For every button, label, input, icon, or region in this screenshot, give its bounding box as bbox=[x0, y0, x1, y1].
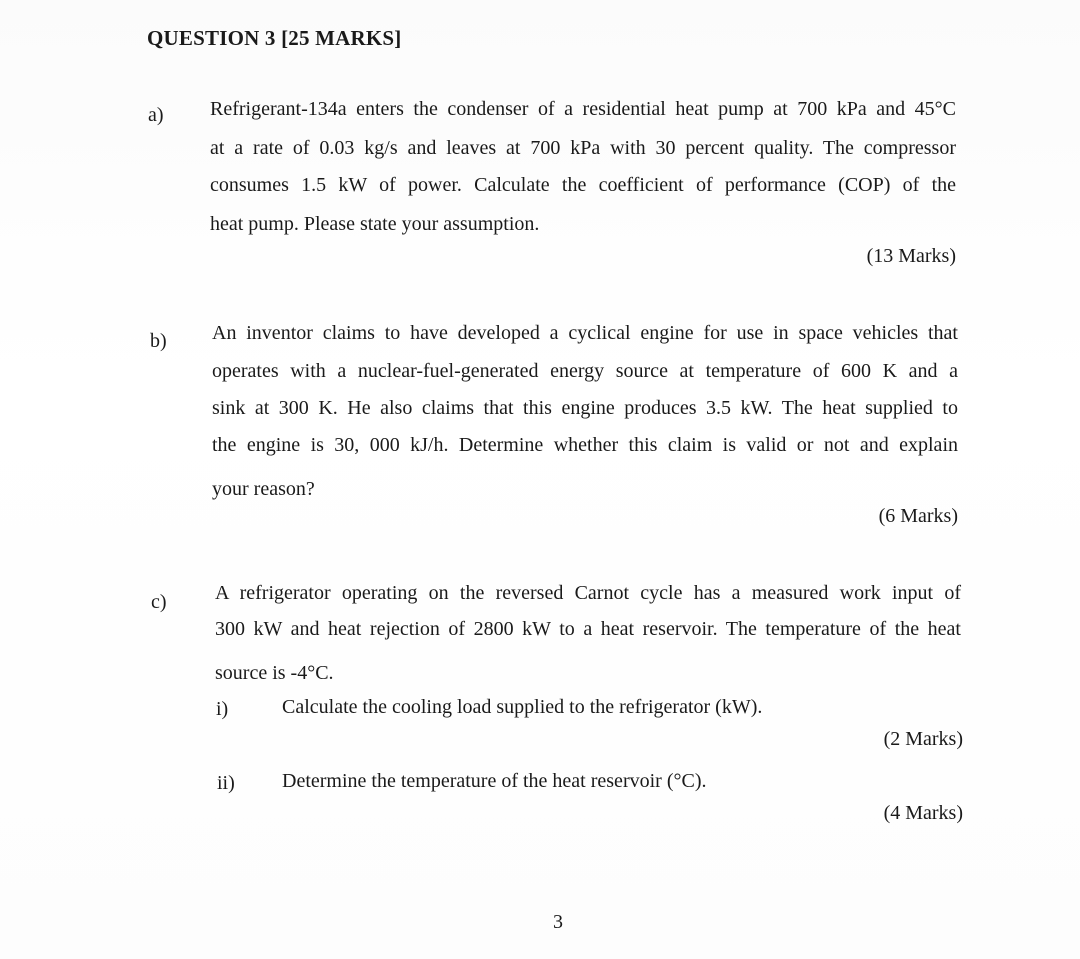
part-b-line-3: sink at 300 K. He also claims that this engine produces 3.5 kW. The heat supplied to bbox=[212, 397, 958, 419]
part-c-line-2: 300 kW and heat rejection of 2800 kW to a heat reservoir. The temperature of the heat bbox=[215, 618, 961, 640]
subpart-i-text: Calculate the cooling load supplied to the refrigerator (kW). bbox=[282, 696, 763, 718]
part-b-marks: (6 Marks) bbox=[878, 505, 958, 527]
subpart-i-marks: (2 Marks) bbox=[883, 728, 963, 750]
part-a-line-1: Refrigerant-134a enters the condenser of a residential heat pump at 700 kPa and 45°C bbox=[210, 98, 956, 120]
part-a-line-4: heat pump. Please state your assumption. bbox=[210, 213, 540, 235]
subpart-ii-text: Determine the temperature of the heat reservoir (°C). bbox=[282, 770, 707, 792]
part-a-line-2: at a rate of 0.03 kg/s and leaves at 700 kPa with 30 percent quality. The compressor bbox=[210, 137, 956, 159]
part-b-line-4: the engine is 30, 000 kJ/h. Determine whether this claim is valid or not and explain bbox=[212, 434, 958, 456]
subpart-ii-label: ii) bbox=[217, 772, 235, 794]
part-c-line-1: A refrigerator operating on the reversed Carnot cycle has a measured work input of bbox=[215, 582, 961, 604]
part-c-label: c) bbox=[151, 591, 167, 613]
part-a-marks: (13 Marks) bbox=[866, 245, 956, 267]
part-b-line-5: your reason? bbox=[212, 478, 315, 500]
part-a-line-3: consumes 1.5 kW of power. Calculate the coefficient of performance (COP) of the bbox=[210, 174, 956, 196]
part-b-line-1: An inventor claims to have developed a cyclical engine for use in space vehicles that bbox=[212, 322, 958, 344]
question-heading: QUESTION 3 [25 MARKS] bbox=[147, 26, 402, 50]
part-b-label: b) bbox=[150, 330, 167, 352]
page-number: 3 bbox=[553, 911, 563, 933]
part-c-line-3: source is -4°C. bbox=[215, 662, 334, 684]
subpart-i-label: i) bbox=[216, 698, 229, 720]
part-a-label: a) bbox=[148, 104, 164, 126]
subpart-ii-marks: (4 Marks) bbox=[883, 802, 963, 824]
part-b-line-2: operates with a nuclear-fuel-generated energy source at temperature of 600 K and a bbox=[212, 360, 958, 382]
